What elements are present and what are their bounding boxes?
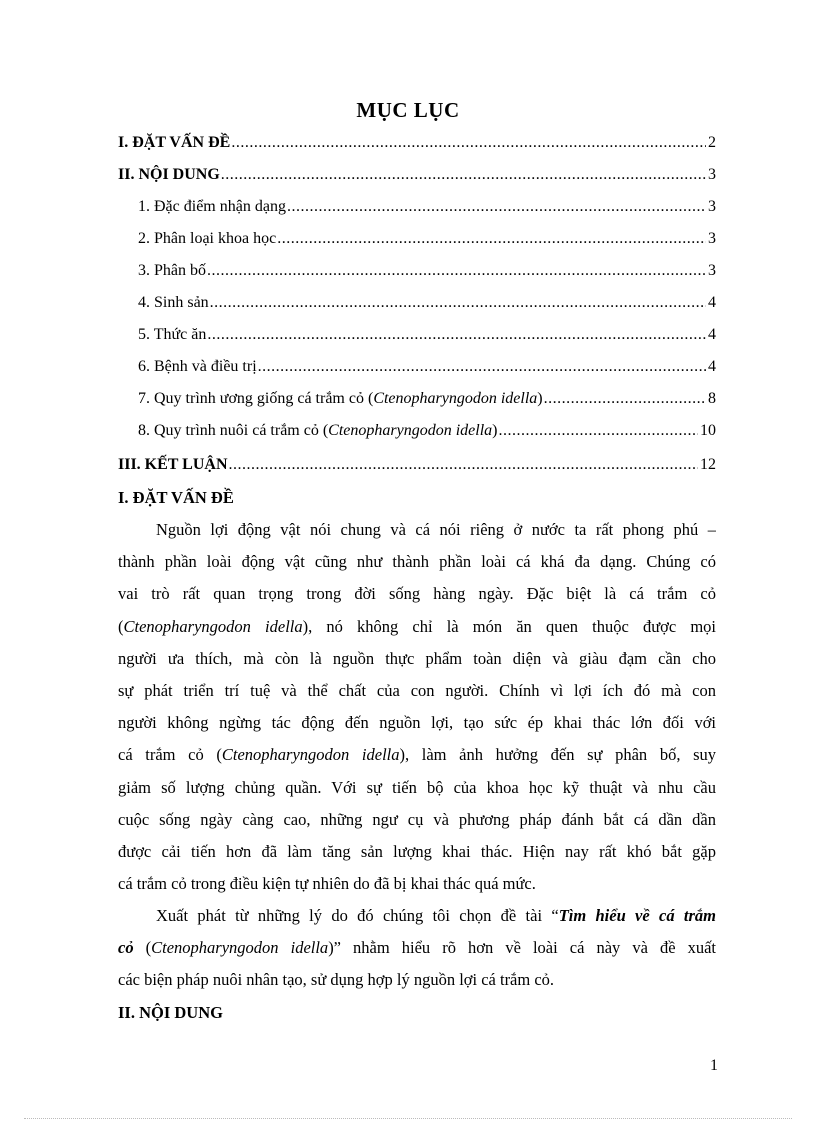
text-line: cỏ (Ctenopharyngodon idella)” nhằm hiểu rõ hơn về loài cá này và đề xuất [118, 938, 716, 958]
paragraph [118, 514, 716, 900]
toc-leader [207, 326, 706, 344]
toc-entry[interactable] [118, 134, 716, 158]
toc-leader [231, 134, 706, 152]
text-line: giảm số lượng chủng quần. Với sự tiến bộ của khoa học kỹ thuật và nhu cầu [118, 777, 716, 797]
toc-entry[interactable] [118, 326, 716, 350]
page-number: 1 [710, 1057, 718, 1074]
toc-leader [207, 262, 706, 280]
text-line: người không ngừng tác động đến nguồn lợi, tạo sức ép khai thác lớn đối với [118, 713, 716, 733]
toc-entry-page: 3 [708, 262, 716, 279]
toc-entry[interactable] [118, 456, 716, 480]
toc-leader [258, 358, 706, 376]
text-line: (Ctenopharyngodon idella), nó không chỉ là món ăn quen thuộc được mọi [118, 616, 716, 636]
text-line: cá trắm cỏ (Ctenopharyngodon idella), làm ảnh hưởng đến sự phân bố, suy [118, 745, 716, 765]
toc-entry[interactable] [118, 166, 716, 190]
toc-entry-page: 4 [708, 326, 716, 343]
toc-leader [229, 456, 698, 474]
toc-entry-label: 2. Phân loại khoa học [138, 230, 277, 247]
toc-entry-page: 4 [708, 358, 716, 375]
text-line: vai trò rất quan trọng trong đời sống hàng ngày. Đặc biệt là cá trắm cỏ [118, 584, 716, 604]
text-line: Xuất phát từ những lý do đó chúng tôi chọn đề tài “Tìm hiểu về cá trắm [156, 906, 716, 925]
toc-leader [498, 422, 698, 440]
toc-entry-label: 5. Thức ăn [138, 326, 207, 343]
toc-entry-label: 8. Quy trình nuôi cá trắm cỏ (Ctenopharyngodon idella) [138, 422, 498, 439]
toc-entry-label: II. NỘI DUNG [118, 166, 220, 183]
toc-leader [277, 230, 706, 248]
toc-entry-page: 8 [708, 390, 716, 407]
text-line: Nguồn lợi động vật nói chung và cá nói riêng ở nước ta rất phong phú – [156, 520, 716, 539]
text-line: cuộc sống ngày càng cao, những ngư cụ và phương pháp đánh bắt cá dần dần [118, 809, 716, 829]
toc-entry[interactable] [118, 294, 716, 318]
toc-title: MỤC LỤC [356, 98, 460, 122]
toc-entry-page: 3 [708, 230, 716, 247]
toc-entry-label: 3. Phân bố [138, 262, 206, 279]
text-line: các biện pháp nuôi nhân tạo, sử dụng hợp lý nguồn lợi cá trắm cỏ. [118, 970, 555, 990]
toc-entry[interactable] [118, 422, 716, 446]
toc-leader [210, 294, 706, 312]
toc-entry-label: 1. Đặc điểm nhận dạng [138, 198, 286, 215]
toc-entry[interactable] [118, 358, 716, 382]
toc-leader [287, 198, 706, 216]
paragraph [118, 900, 716, 997]
section-heading: I. ĐẶT VẤN ĐỀ [118, 488, 234, 507]
toc-entry-page: 2 [708, 134, 716, 151]
toc-leader [221, 166, 706, 184]
section-heading: II. NỘI DUNG [118, 1003, 223, 1022]
toc-entry-label: III. KẾT LUẬN [118, 456, 228, 473]
toc-entry[interactable] [118, 262, 716, 286]
toc-entry-label: 6. Bệnh và điều trị [138, 358, 257, 375]
toc-entry[interactable] [118, 390, 716, 414]
text-line: người ưa thích, mà còn là nguồn thực phẩm toàn diện và giàu đạm cần cho [118, 648, 716, 668]
page-border [24, 1118, 792, 1119]
toc-entry[interactable] [118, 230, 716, 254]
text-line: thành phần loài động vật cũng như thành phần loài cá khá đa dạng. Chúng có [118, 552, 716, 572]
toc-entry-label: I. ĐẶT VẤN ĐỀ [118, 134, 231, 151]
toc-entry-page: 10 [700, 422, 716, 439]
toc-entry-page: 4 [708, 294, 716, 311]
text-line: cá trắm cỏ trong điều kiện tự nhiên do đã bị khai thác quá mức. [118, 874, 536, 894]
toc-entry-page: 12 [700, 456, 716, 473]
toc-entry-label: 7. Quy trình ương giống cá trắm cỏ (Ctenopharyngodon idella) [138, 390, 543, 407]
toc-leader [544, 390, 706, 408]
toc-entry-label: 4. Sinh sản [138, 294, 209, 311]
toc-entry-page: 3 [708, 166, 716, 183]
toc-entry-page: 3 [708, 198, 716, 215]
toc-entry[interactable] [118, 198, 716, 222]
text-line: được cải tiến hơn đã làm tăng sản lượng khai thác. Hiện nay rất khó bắt gặp [118, 841, 716, 861]
text-line: sự phát triển trí tuệ và thể chất của con người. Chính vì lợi ích đó mà con [118, 680, 716, 700]
